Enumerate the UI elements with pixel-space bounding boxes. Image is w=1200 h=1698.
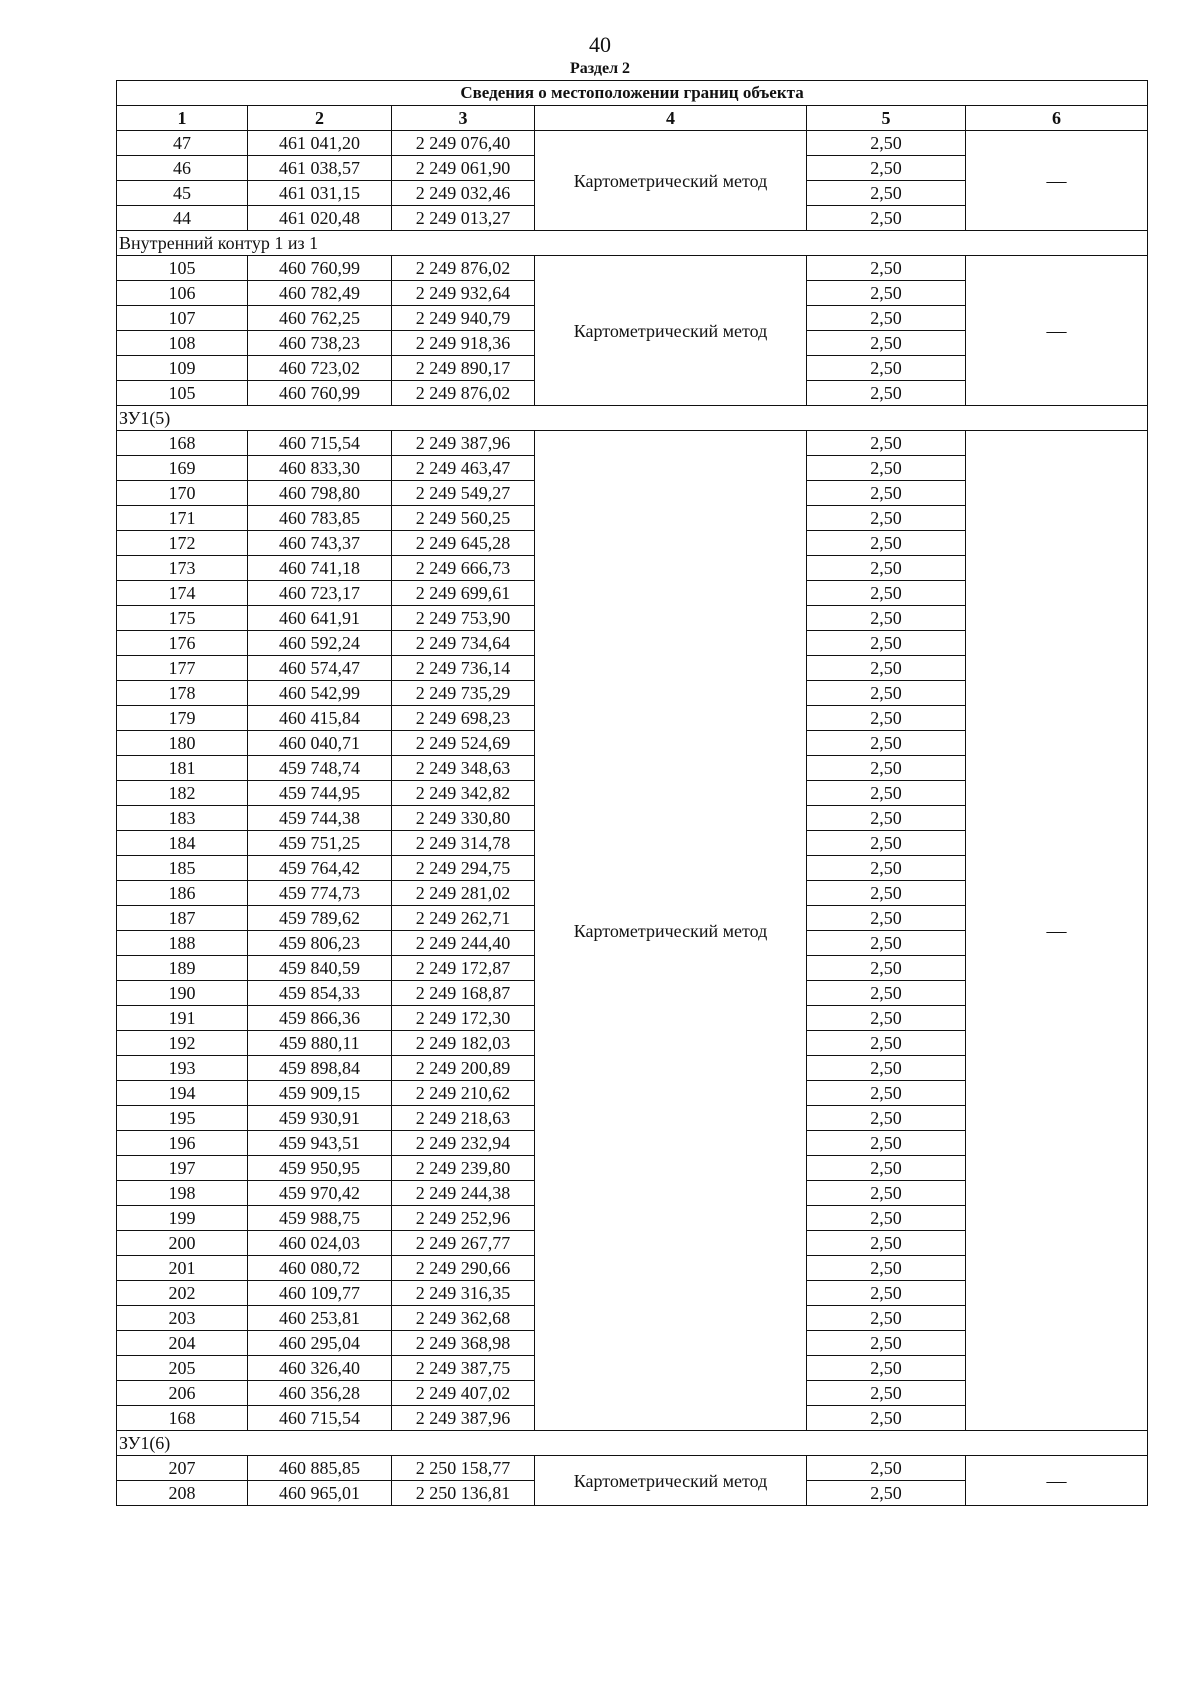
point-number-cell: 176 [117, 631, 248, 656]
accuracy-cell: 2,50 [807, 806, 966, 831]
group-label-row [117, 1431, 1148, 1456]
accuracy-cell: 2,50 [807, 431, 966, 456]
x-coordinate-cell: 459 806,23 [248, 931, 392, 956]
y-coordinate-cell: 2 249 932,64 [392, 281, 535, 306]
x-coordinate-cell: 461 038,57 [248, 156, 392, 181]
x-coordinate-cell: 460 326,40 [248, 1356, 392, 1381]
y-coordinate-cell: 2 249 244,38 [392, 1181, 535, 1206]
accuracy-cell: 2,50 [807, 456, 966, 481]
accuracy-cell: 2,50 [807, 781, 966, 806]
y-coordinate-cell: 2 249 290,66 [392, 1256, 535, 1281]
accuracy-cell: 2,50 [807, 1181, 966, 1206]
column-header: 3 [392, 106, 535, 131]
accuracy-cell: 2,50 [807, 706, 966, 731]
accuracy-cell: 2,50 [807, 356, 966, 381]
column-header: 4 [535, 106, 807, 131]
x-coordinate-cell: 460 723,02 [248, 356, 392, 381]
accuracy-cell: 2,50 [807, 1381, 966, 1406]
accuracy-cell: 2,50 [807, 1081, 966, 1106]
point-number-cell: 198 [117, 1181, 248, 1206]
point-number-cell: 168 [117, 1406, 248, 1431]
point-number-cell: 177 [117, 656, 248, 681]
accuracy-cell: 2,50 [807, 1356, 966, 1381]
x-coordinate-cell: 459 898,84 [248, 1056, 392, 1081]
point-number-cell: 186 [117, 881, 248, 906]
accuracy-cell: 2,50 [807, 481, 966, 506]
point-number-cell: 172 [117, 531, 248, 556]
accuracy-cell: 2,50 [807, 306, 966, 331]
point-number-cell: 44 [117, 206, 248, 231]
table-row [117, 131, 1148, 156]
accuracy-cell: 2,50 [807, 156, 966, 181]
y-coordinate-cell: 2 249 876,02 [392, 256, 535, 281]
group-label: Внутренний контур 1 из 1 [117, 231, 1148, 256]
x-coordinate-cell: 460 080,72 [248, 1256, 392, 1281]
accuracy-cell: 2,50 [807, 1231, 966, 1256]
accuracy-cell: 2,50 [807, 531, 966, 556]
accuracy-cell: 2,50 [807, 556, 966, 581]
accuracy-cell: 2,50 [807, 131, 966, 156]
x-coordinate-cell: 460 641,91 [248, 606, 392, 631]
point-number-cell: 169 [117, 456, 248, 481]
accuracy-cell: 2,50 [807, 931, 966, 956]
accuracy-cell: 2,50 [807, 281, 966, 306]
page-number: 40 [589, 32, 611, 57]
accuracy-cell: 2,50 [807, 1481, 966, 1506]
accuracy-cell: 2,50 [807, 1006, 966, 1031]
y-coordinate-cell: 2 249 698,23 [392, 706, 535, 731]
y-coordinate-cell: 2 249 387,75 [392, 1356, 535, 1381]
accuracy-cell: 2,50 [807, 631, 966, 656]
y-coordinate-cell: 2 249 182,03 [392, 1031, 535, 1056]
accuracy-cell: 2,50 [807, 856, 966, 881]
x-coordinate-cell: 459 840,59 [248, 956, 392, 981]
y-coordinate-cell: 2 249 210,62 [392, 1081, 535, 1106]
y-coordinate-cell: 2 249 940,79 [392, 306, 535, 331]
point-number-cell: 185 [117, 856, 248, 881]
x-coordinate-cell: 460 762,25 [248, 306, 392, 331]
accuracy-cell: 2,50 [807, 1306, 966, 1331]
x-coordinate-cell: 459 744,95 [248, 781, 392, 806]
y-coordinate-cell: 2 249 387,96 [392, 431, 535, 456]
group-label: ЗУ1(5) [117, 406, 1148, 431]
y-coordinate-cell: 2 249 076,40 [392, 131, 535, 156]
column-header: 1 [117, 106, 248, 131]
column-header: 2 [248, 106, 392, 131]
point-number-cell: 196 [117, 1131, 248, 1156]
point-number-cell: 184 [117, 831, 248, 856]
y-coordinate-cell: 2 249 061,90 [392, 156, 535, 181]
note-cell: — [966, 431, 1148, 1431]
x-coordinate-cell: 460 715,54 [248, 1406, 392, 1431]
accuracy-cell: 2,50 [807, 906, 966, 931]
x-coordinate-cell: 460 741,18 [248, 556, 392, 581]
x-coordinate-cell: 460 295,04 [248, 1331, 392, 1356]
y-coordinate-cell: 2 249 267,77 [392, 1231, 535, 1256]
point-number-cell: 108 [117, 331, 248, 356]
y-coordinate-cell: 2 249 316,35 [392, 1281, 535, 1306]
x-coordinate-cell: 460 574,47 [248, 656, 392, 681]
x-coordinate-cell: 460 798,80 [248, 481, 392, 506]
point-number-cell: 181 [117, 756, 248, 781]
accuracy-cell: 2,50 [807, 206, 966, 231]
x-coordinate-cell: 459 774,73 [248, 881, 392, 906]
x-coordinate-cell: 461 020,48 [248, 206, 392, 231]
accuracy-cell: 2,50 [807, 181, 966, 206]
y-coordinate-cell: 2 249 918,36 [392, 331, 535, 356]
accuracy-cell: 2,50 [807, 1106, 966, 1131]
note-cell: — [966, 1456, 1148, 1506]
point-number-cell: 171 [117, 506, 248, 531]
accuracy-cell: 2,50 [807, 831, 966, 856]
accuracy-cell: 2,50 [807, 981, 966, 1006]
x-coordinate-cell: 460 715,54 [248, 431, 392, 456]
accuracy-cell: 2,50 [807, 656, 966, 681]
point-number-cell: 203 [117, 1306, 248, 1331]
x-coordinate-cell: 460 542,99 [248, 681, 392, 706]
x-coordinate-cell: 460 024,03 [248, 1231, 392, 1256]
x-coordinate-cell: 459 789,62 [248, 906, 392, 931]
point-number-cell: 105 [117, 381, 248, 406]
x-coordinate-cell: 459 943,51 [248, 1131, 392, 1156]
point-number-cell: 199 [117, 1206, 248, 1231]
accuracy-cell: 2,50 [807, 331, 966, 356]
column-header-row [117, 106, 1148, 131]
point-number-cell: 175 [117, 606, 248, 631]
point-number-cell: 192 [117, 1031, 248, 1056]
method-cell: Картометрический метод [535, 256, 807, 406]
y-coordinate-cell: 2 249 524,69 [392, 731, 535, 756]
point-number-cell: 195 [117, 1106, 248, 1131]
y-coordinate-cell: 2 249 281,02 [392, 881, 535, 906]
table-row [117, 431, 1148, 456]
accuracy-cell: 2,50 [807, 606, 966, 631]
point-number-cell: 207 [117, 1456, 248, 1481]
y-coordinate-cell: 2 249 560,25 [392, 506, 535, 531]
accuracy-cell: 2,50 [807, 1256, 966, 1281]
y-coordinate-cell: 2 249 172,87 [392, 956, 535, 981]
accuracy-cell: 2,50 [807, 731, 966, 756]
x-coordinate-cell: 460 415,84 [248, 706, 392, 731]
column-header: 5 [807, 106, 966, 131]
table-row [117, 1456, 1148, 1481]
y-coordinate-cell: 2 249 252,96 [392, 1206, 535, 1231]
x-coordinate-cell: 460 253,81 [248, 1306, 392, 1331]
point-number-cell: 47 [117, 131, 248, 156]
y-coordinate-cell: 2 249 734,64 [392, 631, 535, 656]
x-coordinate-cell: 461 041,20 [248, 131, 392, 156]
x-coordinate-cell: 460 783,85 [248, 506, 392, 531]
point-number-cell: 106 [117, 281, 248, 306]
x-coordinate-cell: 460 743,37 [248, 531, 392, 556]
accuracy-cell: 2,50 [807, 1206, 966, 1231]
y-coordinate-cell: 2 249 168,87 [392, 981, 535, 1006]
point-number-cell: 189 [117, 956, 248, 981]
point-number-cell: 183 [117, 806, 248, 831]
method-cell: Картометрический метод [535, 1456, 807, 1506]
x-coordinate-cell: 460 833,30 [248, 456, 392, 481]
accuracy-cell: 2,50 [807, 1406, 966, 1431]
column-header: 6 [966, 106, 1148, 131]
y-coordinate-cell: 2 249 314,78 [392, 831, 535, 856]
accuracy-cell: 2,50 [807, 1056, 966, 1081]
x-coordinate-cell: 459 764,42 [248, 856, 392, 881]
x-coordinate-cell: 460 782,49 [248, 281, 392, 306]
y-coordinate-cell: 2 249 736,14 [392, 656, 535, 681]
table-row [117, 256, 1148, 281]
x-coordinate-cell: 459 930,91 [248, 1106, 392, 1131]
point-number-cell: 182 [117, 781, 248, 806]
x-coordinate-cell: 460 109,77 [248, 1281, 392, 1306]
y-coordinate-cell: 2 250 158,77 [392, 1456, 535, 1481]
y-coordinate-cell: 2 249 699,61 [392, 581, 535, 606]
point-number-cell: 206 [117, 1381, 248, 1406]
group-label-row [117, 406, 1148, 431]
x-coordinate-cell: 460 040,71 [248, 731, 392, 756]
section-title: Раздел 2 [569, 60, 631, 77]
point-number-cell: 45 [117, 181, 248, 206]
y-coordinate-cell: 2 249 890,17 [392, 356, 535, 381]
note-cell: — [966, 256, 1148, 406]
table-body [117, 81, 1148, 1506]
x-coordinate-cell: 460 885,85 [248, 1456, 392, 1481]
point-number-cell: 109 [117, 356, 248, 381]
point-number-cell: 191 [117, 1006, 248, 1031]
point-number-cell: 179 [117, 706, 248, 731]
x-coordinate-cell: 460 723,17 [248, 581, 392, 606]
point-number-cell: 190 [117, 981, 248, 1006]
point-number-cell: 193 [117, 1056, 248, 1081]
note-cell: — [966, 131, 1148, 231]
accuracy-cell: 2,50 [807, 681, 966, 706]
point-number-cell: 194 [117, 1081, 248, 1106]
x-coordinate-cell: 459 988,75 [248, 1206, 392, 1231]
y-coordinate-cell: 2 249 172,30 [392, 1006, 535, 1031]
point-number-cell: 187 [117, 906, 248, 931]
y-coordinate-cell: 2 249 342,82 [392, 781, 535, 806]
y-coordinate-cell: 2 249 549,27 [392, 481, 535, 506]
point-number-cell: 200 [117, 1231, 248, 1256]
y-coordinate-cell: 2 249 407,02 [392, 1381, 535, 1406]
point-number-cell: 170 [117, 481, 248, 506]
y-coordinate-cell: 2 249 753,90 [392, 606, 535, 631]
point-number-cell: 197 [117, 1156, 248, 1181]
method-cell: Картометрический метод [535, 131, 807, 231]
x-coordinate-cell: 460 592,24 [248, 631, 392, 656]
accuracy-cell: 2,50 [807, 1456, 966, 1481]
y-coordinate-cell: 2 249 032,46 [392, 181, 535, 206]
y-coordinate-cell: 2 249 244,40 [392, 931, 535, 956]
y-coordinate-cell: 2 249 232,94 [392, 1131, 535, 1156]
accuracy-cell: 2,50 [807, 1156, 966, 1181]
accuracy-cell: 2,50 [807, 1281, 966, 1306]
accuracy-cell: 2,50 [807, 956, 966, 981]
accuracy-cell: 2,50 [807, 581, 966, 606]
y-coordinate-cell: 2 249 330,80 [392, 806, 535, 831]
table-caption: Сведения о местоположении границ объекта [117, 81, 1148, 106]
accuracy-cell: 2,50 [807, 1031, 966, 1056]
accuracy-cell: 2,50 [807, 1331, 966, 1356]
point-number-cell: 178 [117, 681, 248, 706]
group-label-row [117, 231, 1148, 256]
y-coordinate-cell: 2 249 294,75 [392, 856, 535, 881]
accuracy-cell: 2,50 [807, 506, 966, 531]
x-coordinate-cell: 460 738,23 [248, 331, 392, 356]
accuracy-cell: 2,50 [807, 881, 966, 906]
y-coordinate-cell: 2 249 348,63 [392, 756, 535, 781]
y-coordinate-cell: 2 249 387,96 [392, 1406, 535, 1431]
x-coordinate-cell: 459 744,38 [248, 806, 392, 831]
point-number-cell: 202 [117, 1281, 248, 1306]
accuracy-cell: 2,50 [807, 756, 966, 781]
group-label: ЗУ1(6) [117, 1431, 1148, 1456]
y-coordinate-cell: 2 249 362,68 [392, 1306, 535, 1331]
table-caption-row [117, 81, 1148, 106]
x-coordinate-cell: 459 880,11 [248, 1031, 392, 1056]
y-coordinate-cell: 2 249 666,73 [392, 556, 535, 581]
x-coordinate-cell: 459 950,95 [248, 1156, 392, 1181]
x-coordinate-cell: 459 751,25 [248, 831, 392, 856]
point-number-cell: 205 [117, 1356, 248, 1381]
y-coordinate-cell: 2 249 262,71 [392, 906, 535, 931]
point-number-cell: 46 [117, 156, 248, 181]
y-coordinate-cell: 2 250 136,81 [392, 1481, 535, 1506]
y-coordinate-cell: 2 249 876,02 [392, 381, 535, 406]
point-number-cell: 208 [117, 1481, 248, 1506]
x-coordinate-cell: 461 031,15 [248, 181, 392, 206]
point-number-cell: 188 [117, 931, 248, 956]
point-number-cell: 173 [117, 556, 248, 581]
x-coordinate-cell: 460 760,99 [248, 381, 392, 406]
x-coordinate-cell: 460 965,01 [248, 1481, 392, 1506]
y-coordinate-cell: 2 249 463,47 [392, 456, 535, 481]
point-number-cell: 168 [117, 431, 248, 456]
x-coordinate-cell: 459 970,42 [248, 1181, 392, 1206]
y-coordinate-cell: 2 249 218,63 [392, 1106, 535, 1131]
boundary-coordinates-table [116, 80, 1148, 1506]
point-number-cell: 201 [117, 1256, 248, 1281]
y-coordinate-cell: 2 249 200,89 [392, 1056, 535, 1081]
accuracy-cell: 2,50 [807, 256, 966, 281]
point-number-cell: 174 [117, 581, 248, 606]
accuracy-cell: 2,50 [807, 1131, 966, 1156]
point-number-cell: 180 [117, 731, 248, 756]
boundary-table-container [116, 80, 1147, 1506]
y-coordinate-cell: 2 249 368,98 [392, 1331, 535, 1356]
point-number-cell: 204 [117, 1331, 248, 1356]
y-coordinate-cell: 2 249 239,80 [392, 1156, 535, 1181]
x-coordinate-cell: 459 854,33 [248, 981, 392, 1006]
y-coordinate-cell: 2 249 645,28 [392, 531, 535, 556]
point-number-cell: 107 [117, 306, 248, 331]
x-coordinate-cell: 459 866,36 [248, 1006, 392, 1031]
y-coordinate-cell: 2 249 013,27 [392, 206, 535, 231]
x-coordinate-cell: 459 909,15 [248, 1081, 392, 1106]
x-coordinate-cell: 460 356,28 [248, 1381, 392, 1406]
x-coordinate-cell: 459 748,74 [248, 756, 392, 781]
point-number-cell: 105 [117, 256, 248, 281]
y-coordinate-cell: 2 249 735,29 [392, 681, 535, 706]
accuracy-cell: 2,50 [807, 381, 966, 406]
x-coordinate-cell: 460 760,99 [248, 256, 392, 281]
method-cell: Картометрический метод [535, 431, 807, 1431]
